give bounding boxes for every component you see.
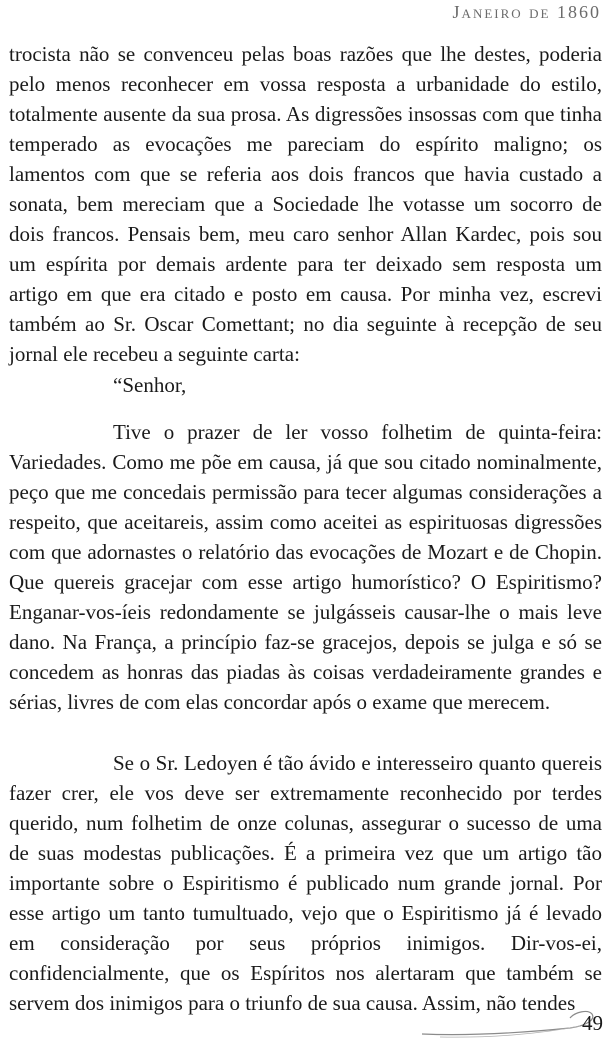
paragraph-3: Se o Sr. Ledoyen é tão ávido e interesseiro quanto quereis fazer crer, ele vos deve ser extremamente reconhecido por terdes querido, num folhetim de onze colunas, assegurar o sucesso de uma de suas modestas publicações. É a primeira vez que um artigo tão importante sobre o Espiritismo é publicado num grande jornal. Por esse artigo um tanto tumultuado, vejo que o Espiritismo já é levado em consideração por seus próprios inimigos. Dir-vos-ei, confidencialmente, que os Espíritos nos alertaram que também se servem dos inimigos para o triunfo de sua causa. Assim, não tendes xyxy=(9,751,602,1015)
paragraph-1: trocista não se convenceu pelas boas razões que lhe destes, poderia pelo menos reconhecer em vossa resposta a urbanidade do estilo, totalmente ausente da sua prosa. As digressões insossas com que tinha temperado as evocações me pareciam do espírito maligno; os lamentos com que se referia aos dois francos que havia custado a sonata, bem mereciam que a Sociedade lhe votasse um socorro de dois francos. Pensais bem, meu caro senhor Allan Kardec, pois sou um espírita por demais ardente para ter deixado sem resposta um artigo em que era citado e posto em causa. Por minha vez, escrevi também ao Sr. Oscar Comettant; no dia seguinte à recepção de seu jornal ele recebeu a seguinte carta: xyxy=(9,42,602,366)
running-header: Janeiro de 1860 xyxy=(452,2,601,22)
footer-flourish-ornament xyxy=(420,1006,600,1040)
page-number: 49 xyxy=(582,1011,603,1035)
letter-salutation: “Senhor, xyxy=(113,373,187,397)
paragraph-2: Tive o prazer de ler vosso folhetim de quinta-feira: Variedades. Como me põe em causa, já que sou citado nominalmente, peço que me concedais permissão para tecer algumas considerações a respeito, que aceitareis, assim como aceitei as espirituosas digressões com que adornastes o relatório das evocações de Mozart e de Chopin. Que quereis gracejar com esse artigo humorístico? O Espiritismo? Enganar-vos-íeis redondamente se julgásseis causar-lhe o mais leve dano. Na França, a princípio faz-se gracejos, depois se julga e só se concedem as honras das piadas às coisas verdadeiramente grandes e sérias, livres de com elas concordar após o exame que merecem. xyxy=(9,420,602,714)
